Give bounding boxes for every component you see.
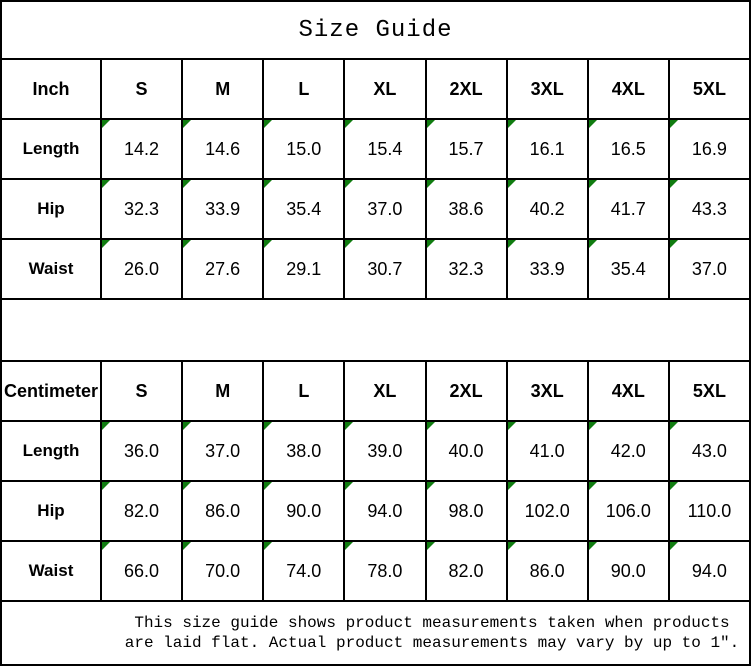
size-header-cell (426, 361, 507, 421)
data-row (1, 239, 750, 299)
size-header-cell (263, 59, 344, 119)
measurement-cell (344, 541, 425, 601)
cell-value: 110.0 (687, 500, 732, 521)
cell-value: 29.1 (286, 258, 322, 279)
measurement-cell (263, 481, 344, 541)
green-corner-triangle-icon (508, 240, 516, 248)
cell-label: Length (22, 441, 80, 460)
measurement-cell (426, 481, 507, 541)
size-header-cell (426, 59, 507, 119)
cell-value: 82.0 (448, 560, 484, 581)
measurement-cell (263, 179, 344, 239)
spacer-section (1, 299, 750, 361)
row-label-cell (1, 481, 101, 541)
size-header-cell (669, 361, 750, 421)
green-corner-triangle-icon (183, 422, 191, 430)
cell-label: Waist (28, 561, 74, 580)
measurement-cell (588, 239, 669, 299)
measurement-cell (101, 481, 182, 541)
measurement-cell (669, 179, 750, 239)
green-corner-triangle-icon (508, 422, 516, 430)
size-header-cell (344, 59, 425, 119)
cell-value: 14.6 (205, 138, 241, 159)
size-header-cell (263, 361, 344, 421)
measurement-cell (669, 119, 750, 179)
cell-value: 36.0 (124, 440, 160, 461)
cell-label: S (135, 380, 148, 401)
cell-value: 40.2 (529, 198, 565, 219)
measurement-cell (426, 239, 507, 299)
cell-value: 94.0 (691, 560, 727, 581)
row-label-cell (1, 421, 101, 481)
green-corner-triangle-icon (508, 482, 516, 490)
cell-label: 4XL (611, 380, 645, 401)
green-corner-triangle-icon (345, 180, 353, 188)
measurement-cell (588, 421, 669, 481)
cell-value: 32.3 (124, 198, 160, 219)
green-corner-triangle-icon (345, 542, 353, 550)
measurement-cell (101, 119, 182, 179)
row-label-cell (1, 179, 101, 239)
green-corner-triangle-icon (427, 542, 435, 550)
cell-value: 38.6 (448, 198, 484, 219)
measurement-cell (182, 541, 263, 601)
cell-value: 66.0 (124, 560, 160, 581)
measurement-cell (344, 179, 425, 239)
green-corner-triangle-icon (264, 542, 272, 550)
green-corner-triangle-icon (670, 180, 678, 188)
measurement-cell (669, 541, 750, 601)
measurement-cell (344, 481, 425, 541)
cell-label: 2XL (449, 380, 483, 401)
cell-value: 43.3 (691, 198, 727, 219)
green-corner-triangle-icon (589, 180, 597, 188)
green-corner-triangle-icon (670, 240, 678, 248)
cell-value: 90.0 (610, 560, 646, 581)
size-header-cell (588, 361, 669, 421)
cell-label: 5XL (692, 78, 726, 99)
green-corner-triangle-icon (102, 240, 110, 248)
green-corner-triangle-icon (427, 482, 435, 490)
green-corner-triangle-icon (345, 120, 353, 128)
cell-label: Inch (32, 78, 70, 99)
cell-value: 43.0 (691, 440, 727, 461)
green-corner-triangle-icon (427, 120, 435, 128)
green-corner-triangle-icon (589, 422, 597, 430)
cell-value: 90.0 (286, 500, 322, 521)
cell-label: L (298, 380, 310, 401)
data-row (1, 481, 750, 541)
measurement-cell (426, 179, 507, 239)
measurement-cell (101, 421, 182, 481)
green-corner-triangle-icon (508, 120, 516, 128)
row-label-cell (1, 239, 101, 299)
green-corner-triangle-icon (670, 482, 678, 490)
cell-value: 37.0 (367, 198, 403, 219)
green-corner-triangle-icon (427, 422, 435, 430)
measurement-cell (101, 179, 182, 239)
unit-header-cell (1, 59, 101, 119)
measurement-cell (263, 119, 344, 179)
green-corner-triangle-icon (183, 240, 191, 248)
cell-value: 42.0 (610, 440, 646, 461)
footer-section (1, 601, 750, 665)
measurement-cell (263, 421, 344, 481)
cell-value: 82.0 (124, 500, 160, 521)
cell-value: 35.4 (286, 198, 322, 219)
cell-value: 15.7 (448, 138, 484, 159)
cell-value: 94.0 (367, 500, 403, 521)
cell-value: 33.9 (205, 198, 241, 219)
row-label-cell (1, 119, 101, 179)
measurement-cell (344, 421, 425, 481)
cell-value: 16.5 (610, 138, 646, 159)
size-header-row (1, 59, 750, 119)
size-header-cell (588, 59, 669, 119)
cell-value: 15.4 (367, 138, 403, 159)
measurement-cell (426, 541, 507, 601)
measurement-cell (263, 541, 344, 601)
green-corner-triangle-icon (508, 542, 516, 550)
data-row (1, 541, 750, 601)
measurement-cell (182, 239, 263, 299)
measurement-cell (507, 119, 588, 179)
green-corner-triangle-icon (670, 422, 678, 430)
cell-value: 38.0 (286, 440, 322, 461)
green-corner-triangle-icon (102, 120, 110, 128)
green-corner-triangle-icon (589, 240, 597, 248)
measurement-cell (669, 481, 750, 541)
green-corner-triangle-icon (589, 482, 597, 490)
green-corner-triangle-icon (670, 542, 678, 550)
cell-label: 3XL (530, 380, 564, 401)
cell-label: Centimeter (3, 380, 99, 401)
spacer-row (1, 299, 750, 361)
cell-value: 86.0 (205, 500, 241, 521)
cell-value: 37.0 (691, 258, 727, 279)
size-header-cell (344, 361, 425, 421)
cell-value: 40.0 (448, 440, 484, 461)
measurement-cell (507, 179, 588, 239)
measurement-cell (669, 421, 750, 481)
measurement-cell (344, 119, 425, 179)
size-header-cell (182, 59, 263, 119)
cell-value: 98.0 (448, 500, 484, 521)
footer-line1: This size guide shows product measurements taken when products (134, 614, 730, 632)
measurement-cell (101, 541, 182, 601)
measurement-cell (182, 119, 263, 179)
cell-value: 41.7 (610, 198, 646, 219)
data-row (1, 119, 750, 179)
green-corner-triangle-icon (670, 120, 678, 128)
cell-label: M (215, 380, 231, 401)
cell-label: Waist (28, 259, 74, 278)
size-header-cell (101, 59, 182, 119)
measurement-cell (507, 421, 588, 481)
green-corner-triangle-icon (264, 422, 272, 430)
cell-value: 14.2 (124, 138, 160, 159)
measurement-cell (669, 239, 750, 299)
cell-value: 37.0 (205, 440, 241, 461)
green-corner-triangle-icon (427, 180, 435, 188)
title-section (1, 1, 750, 59)
measurement-cell (588, 179, 669, 239)
green-corner-triangle-icon (264, 180, 272, 188)
cell-label: XL (373, 380, 397, 401)
cell-value: 27.6 (205, 258, 241, 279)
cell-value: 78.0 (367, 560, 403, 581)
cell-value: 39.0 (367, 440, 403, 461)
inch-table-body (1, 59, 750, 299)
data-row (1, 179, 750, 239)
cell-value: 30.7 (367, 258, 403, 279)
measurement-cell (507, 481, 588, 541)
green-corner-triangle-icon (264, 120, 272, 128)
unit-header-cell (1, 361, 101, 421)
measurement-cell (182, 421, 263, 481)
cell-value: 32.3 (448, 258, 484, 279)
cell-value: 106.0 (605, 500, 651, 521)
cell-value: 33.9 (529, 258, 565, 279)
cell-value: 15.0 (286, 138, 322, 159)
title-row (1, 1, 750, 59)
cell-label: 2XL (449, 78, 483, 99)
size-header-cell (507, 59, 588, 119)
green-corner-triangle-icon (102, 422, 110, 430)
cell-label: M (215, 78, 231, 99)
footer-note (2, 613, 749, 653)
measurement-cell (507, 239, 588, 299)
measurement-cell (588, 481, 669, 541)
size-header-cell (101, 361, 182, 421)
measurement-cell (344, 239, 425, 299)
measurement-cell (101, 239, 182, 299)
cell-label: Hip (37, 199, 65, 218)
measurement-cell (507, 541, 588, 601)
green-corner-triangle-icon (183, 180, 191, 188)
green-corner-triangle-icon (508, 180, 516, 188)
measurement-cell (588, 541, 669, 601)
green-corner-triangle-icon (183, 120, 191, 128)
row-label-cell (1, 541, 101, 601)
green-corner-triangle-icon (589, 120, 597, 128)
cell-value: 16.9 (691, 138, 727, 159)
cell-label: 4XL (611, 78, 645, 99)
centimeter-table-body (1, 361, 750, 601)
cell-value: 70.0 (205, 560, 241, 581)
cell-value: 26.0 (124, 258, 160, 279)
measurement-cell (426, 421, 507, 481)
footer-note-cell (1, 601, 750, 665)
cell-value: 35.4 (610, 258, 646, 279)
size-header-cell (669, 59, 750, 119)
data-row (1, 421, 750, 481)
green-corner-triangle-icon (427, 240, 435, 248)
cell-value: 86.0 (529, 560, 565, 581)
green-corner-triangle-icon (264, 482, 272, 490)
cell-label: L (298, 78, 310, 99)
green-corner-triangle-icon (589, 542, 597, 550)
cell-label: 5XL (692, 380, 726, 401)
green-corner-triangle-icon (183, 482, 191, 490)
cell-value: 16.1 (529, 138, 565, 159)
size-header-cell (182, 361, 263, 421)
green-corner-triangle-icon (345, 482, 353, 490)
footer-row (1, 601, 750, 665)
green-corner-triangle-icon (264, 240, 272, 248)
measurement-cell (182, 179, 263, 239)
size-header-cell (507, 361, 588, 421)
cell-label: XL (373, 78, 397, 99)
footer-line2: are laid flat. Actual product measurements may vary by up to 1″. (124, 634, 740, 652)
green-corner-triangle-icon (102, 482, 110, 490)
cell-label: S (135, 78, 148, 99)
green-corner-triangle-icon (345, 240, 353, 248)
green-corner-triangle-icon (102, 542, 110, 550)
cell-value: 41.0 (529, 440, 565, 461)
cell-label: Length (22, 139, 80, 158)
measurement-cell (426, 119, 507, 179)
size-header-row (1, 361, 750, 421)
green-corner-triangle-icon (102, 180, 110, 188)
green-corner-triangle-icon (345, 422, 353, 430)
cell-label: 3XL (530, 78, 564, 99)
measurement-cell (182, 481, 263, 541)
measurement-cell (263, 239, 344, 299)
measurement-cell (588, 119, 669, 179)
spacer-cell (1, 299, 750, 361)
page-title: Size Guide (1, 1, 750, 59)
green-corner-triangle-icon (183, 542, 191, 550)
cell-label: Hip (37, 501, 65, 520)
cell-value: 74.0 (286, 560, 322, 581)
cell-value: 102.0 (524, 500, 570, 521)
